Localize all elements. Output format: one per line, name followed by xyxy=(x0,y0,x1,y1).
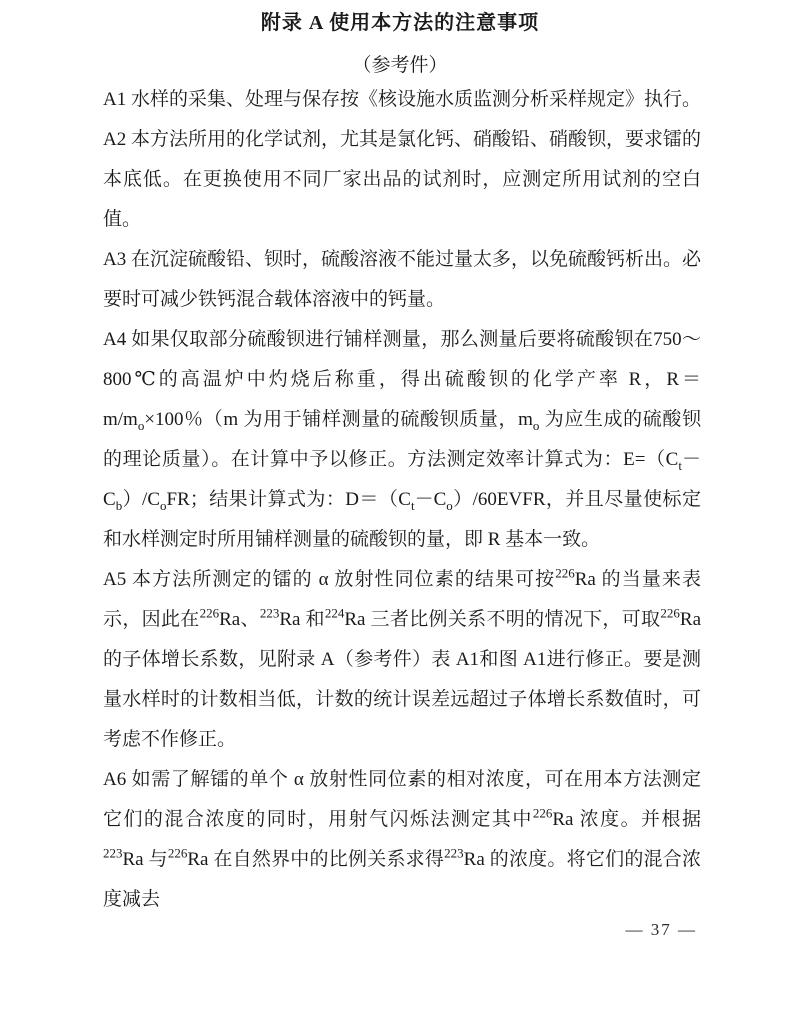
page-number: — 37 — xyxy=(625,920,697,939)
document-body xyxy=(103,80,701,920)
paragraph-a3: A3 在沉淀硫酸铅、钡时，硫酸溶液不能过量太多，以免硫酸钙析出。必要时可减少铁钙混合载体溶液中的钙量。 xyxy=(103,249,701,310)
paragraph-a4: A4 如果仅取部分硫酸钡进行铺样测量，那么测量后要将硫酸钡在750～800℃的高温炉中灼烧后称重，得出硫酸钡的化学产率 R，$R=m/m_o\times 100$％（m 为用于铺样测量的硫酸钡质量，$m_o$ 为应生成的硫酸钡的理论质量）。在计算中予以修正。方法测定效率计算式为：$E=(C_t-C_b)/C_oFR$；结果计算式为：$D=(C_t-C_o)/60EVFR$，并且尽量使标定和水样测定时所用铺样测量的硫酸钡的量，即 R 基本一致。 xyxy=(103,329,701,550)
paragraph-a5: A5 本方法所测定的镭的 α 放射性同位素的结果可按$^{226}$Ra 的当量来表示，因此在$^{226}$Ra、$^{223}$Ra 和$^{224}$Ra 三者比例关系不明的情况下，可取$^{226}$Ra 的子体增长系数，见附录 A（参考件）表 A1和图 A1进行修正。要是测量水样时的计数相当低，计数的统计误差远超过子体增长系数值时，可考虑不作修正。 xyxy=(103,565,701,750)
page-footer xyxy=(0,920,697,940)
paragraph-a6: A6 如需了解镭的单个 α 放射性同位素的相对浓度，可在用本方法测定它们的混合浓度的同时，用射气闪烁法测定其中$^{226}$Ra 浓度。并根据$^{223}$Ra 与$^{226}$Ra 在自然界中的比例关系求得$^{223}$Ra 的浓度。将它们的混合浓度减去 xyxy=(103,769,702,910)
paragraph-a2: A2 本方法所用的化学试剂，尤其是氯化钙、硝酸铅、硝酸钡，要求镭的本底低。在更换使用不同厂家出品的试剂时，应测定所用试剂的空白值。 xyxy=(103,129,701,230)
page-title: 附录 A 使用本方法的注意事项 xyxy=(260,12,540,34)
paragraph-a1: A1 水样的采集、处理与保存按《核设施水质监测分析采样规定》执行。 xyxy=(103,89,701,110)
page-subtitle: （参考件） xyxy=(352,55,448,76)
